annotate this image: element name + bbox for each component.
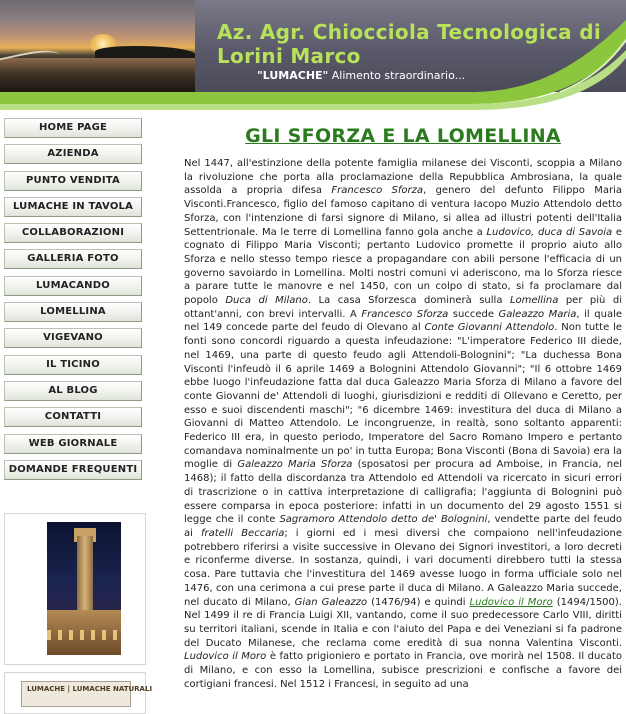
article-emphasis: Ludovico il Moro <box>184 651 267 663</box>
nav-item-vigevano[interactable]: VIGEVANO <box>4 328 142 348</box>
nav-item-punto-vendita[interactable]: PUNTO VENDITA <box>4 171 142 191</box>
article-emphasis: Sagramoro Attendolo detto de' Bolognini <box>279 514 488 526</box>
article-emphasis: Lomellina <box>509 295 559 307</box>
sidebar-nav <box>0 118 148 486</box>
nav-item-lomellina[interactable]: LOMELLINA <box>4 302 142 322</box>
site-title-line-1: Az. Agr. Chiocciola Tecnologica di <box>217 20 602 44</box>
product-photo-box <box>4 672 153 714</box>
nav-item-collaborazioni[interactable]: COLLABORAZIONI <box>4 223 142 243</box>
article-text-run: (sposatosi per procura ad Amboise, in Francia, nel 1468); il fatto della discordanza tra Attendolo ed Attendoli va ricercato in sicuri errori di trascrizione o in cattiva interpretazione di calligrafia; l'aggiunta di Bolognini può essere comparsa in epoca posteriore: infatti in un documento del 29 agosto 1551 si legge che il conte <box>184 459 622 526</box>
tagline-strong: "LUMACHE" <box>257 69 329 82</box>
nav-item-lumache-in-tavola[interactable]: LUMACHE IN TAVOLA <box>4 197 142 217</box>
article-text <box>184 157 622 691</box>
article-emphasis: Francesco Sforza <box>331 185 424 197</box>
article-text-run: Nel 1447, all'estinzione della potente famiglia milanese dei Visconti, scoppia a Milano la rivoluzione che porta alla proclamazione della Repubblica Ambrosiana, la quale assolda a propria difesa <box>184 158 622 197</box>
nav-item-il-ticino[interactable]: IL TICINO <box>4 355 142 375</box>
nav-item-contatti[interactable]: CONTATTI <box>4 407 142 427</box>
nav-item-galleria-foto[interactable]: GALLERIA FOTO <box>4 249 142 269</box>
article-emphasis: Conte Giovanni Attendolo <box>424 322 555 334</box>
article-text-run: è fatto prigioniero e portato in Francia, ove morirà nel 1508. Il ducato di Milano, e con esso la Lomellina, subisce prescrizioni e confische a favore dei cortigiani francesi. Nel 1512 i Francesi, in seguito ad una <box>184 651 623 690</box>
nav-item-web-giornale[interactable]: WEB GIORNALE <box>4 434 142 454</box>
street-lights-shape <box>47 630 121 640</box>
nav-item-al-blog[interactable]: AL BLOG <box>4 381 142 401</box>
tagline-rest: Alimento straordinario... <box>328 69 466 82</box>
article-emphasis: Galeazzo Maria <box>498 308 577 320</box>
article-text-run: (1476/94) e quindi <box>367 596 470 608</box>
article-emphasis: Ludovico, duca di Savoia <box>486 226 613 238</box>
article-text-run: , il quale nel 149 concede parte del feudo di Olevano al <box>184 308 623 334</box>
article-text-run: , vendette parte del feudo ai <box>184 514 622 539</box>
main-content <box>184 125 622 691</box>
article-text-run: . La casa Sforzesca dominerà sulla <box>307 295 510 307</box>
nav-item-lumacando[interactable]: LUMACANDO <box>4 276 142 296</box>
site-header <box>0 0 626 110</box>
article-text-run: succede <box>448 308 499 320</box>
article-text-run: per più di ottant'anni, con brevi intervalli. A <box>184 295 622 320</box>
green-swoosh-decoration <box>0 0 626 110</box>
nav-item-azienda[interactable]: AZIENDA <box>4 144 142 164</box>
article-emphasis: fratelli Beccaria <box>200 527 285 539</box>
site-title-line-2: Lorini Marco <box>217 44 361 68</box>
article-emphasis: Francesco Sforza <box>361 308 449 320</box>
product-label-text: LUMACHE | LUMACHE NATURALI <box>27 685 153 693</box>
article-text-run: (1494/1500). Nel 1499 il re di Francia Luigi XII, vantando, come il suo predecessore Carlo VIII, diritti su territori italiani, scende in Italia e con l'aiuto del Papa e dei Veneziani si fa padrone del Ducato Milanese, che reclama come eredità di sua nonna Valentina Visconti. <box>184 596 622 649</box>
article-emphasis: Duca di Milano <box>225 295 308 307</box>
article-emphasis: Galeazzo Maria Sforza <box>237 459 353 471</box>
article-link[interactable]: Ludovico il Moro <box>469 596 553 608</box>
article-text-run: e cognato di Filippo Maria Visconti; pertanto Ludovico promette il proprio aiuto allo Sforza e nello stesso tempo riesce a propagandare con abili persone l'efficacia di un governo savoiardo in Lomellina. Molti nostri comuni vi aderiscono, ma lo Sforza riesce a parare tutte le manovre e nel 1450, con un colpo di stato, si fa proclamare dal popolo <box>184 226 622 307</box>
article-text-run: . Non tutte le fonti sono concordi riguardo a questa infeudazione: "L'imperatore Federico III diede, nel 1469, una parte di questo feudo agli Attendoli-Bolognini"; "La duchessa Bona Visconti l'infeudò il 6 aprile 1469 a Bolognini Attendolo Giovanni"; "Il 6 ottobre 1469 ebbe luogo l'infeudazione fatta dal duca Galeazzo Maria Sforza di Milano a favore del conte Giovanni de' Attendoli di luoghi, giurisdizioni e redditi di Ollevano e Ceretto, per esso e suoi discendenti maschi"; "6 dicembre 1469: investitura del duca di Milano a Giovanni di Matteo Attendolo. Le incongruenze, in realtà, sono soltanto apparenti: Federico III era, in questo periodo, Imperatore del Sacro Romano Impero e pertanto comandava nominalmente un po' in tutta Europa; Bona Visconti (Bona di Savoia) era la moglie di <box>184 322 622 471</box>
nav-item-domande-frequenti[interactable]: DOMANDE FREQUENTI <box>4 460 142 480</box>
article-text-run: , genero del defunto Filippo Maria Visconti.Francesco, figlio del famoso capitano di ventura Iacopo Muzio Attendolo detto Sforza, con l'intenzione di farsi signore di Milano, si allea ad illustri potenti dell'Italia Settentrionale. Ma le terre di Lomellina fanno gola anche a <box>184 185 622 238</box>
vigevano-castle-photo[interactable] <box>47 522 121 655</box>
article-emphasis: Gian Galeazzo <box>294 596 368 608</box>
castle-photo-box <box>4 513 146 665</box>
page-title: GLI SFORZA E LA LOMELLINA <box>245 125 561 147</box>
nav-item-home-page[interactable]: HOME PAGE <box>4 118 142 138</box>
article-text-run: ; i giorni ed i mesi diversi che compaiono nell'infeudazione potrebbero riferirsi a visite successive in Olevano dei Signori investitori, a loro decreti e riconferme diverse. In sostanza, quindi, i vari documenti direbbero tutti la stessa cosa. Pare tuttavia che l'investitura del 1469 avesse luogo in forma ufficiale solo nel 1476, con una cerimona a cui prese parte il duca di Milano. A Galeazzo Maria succede, nel ducato di Milano, <box>184 527 622 608</box>
